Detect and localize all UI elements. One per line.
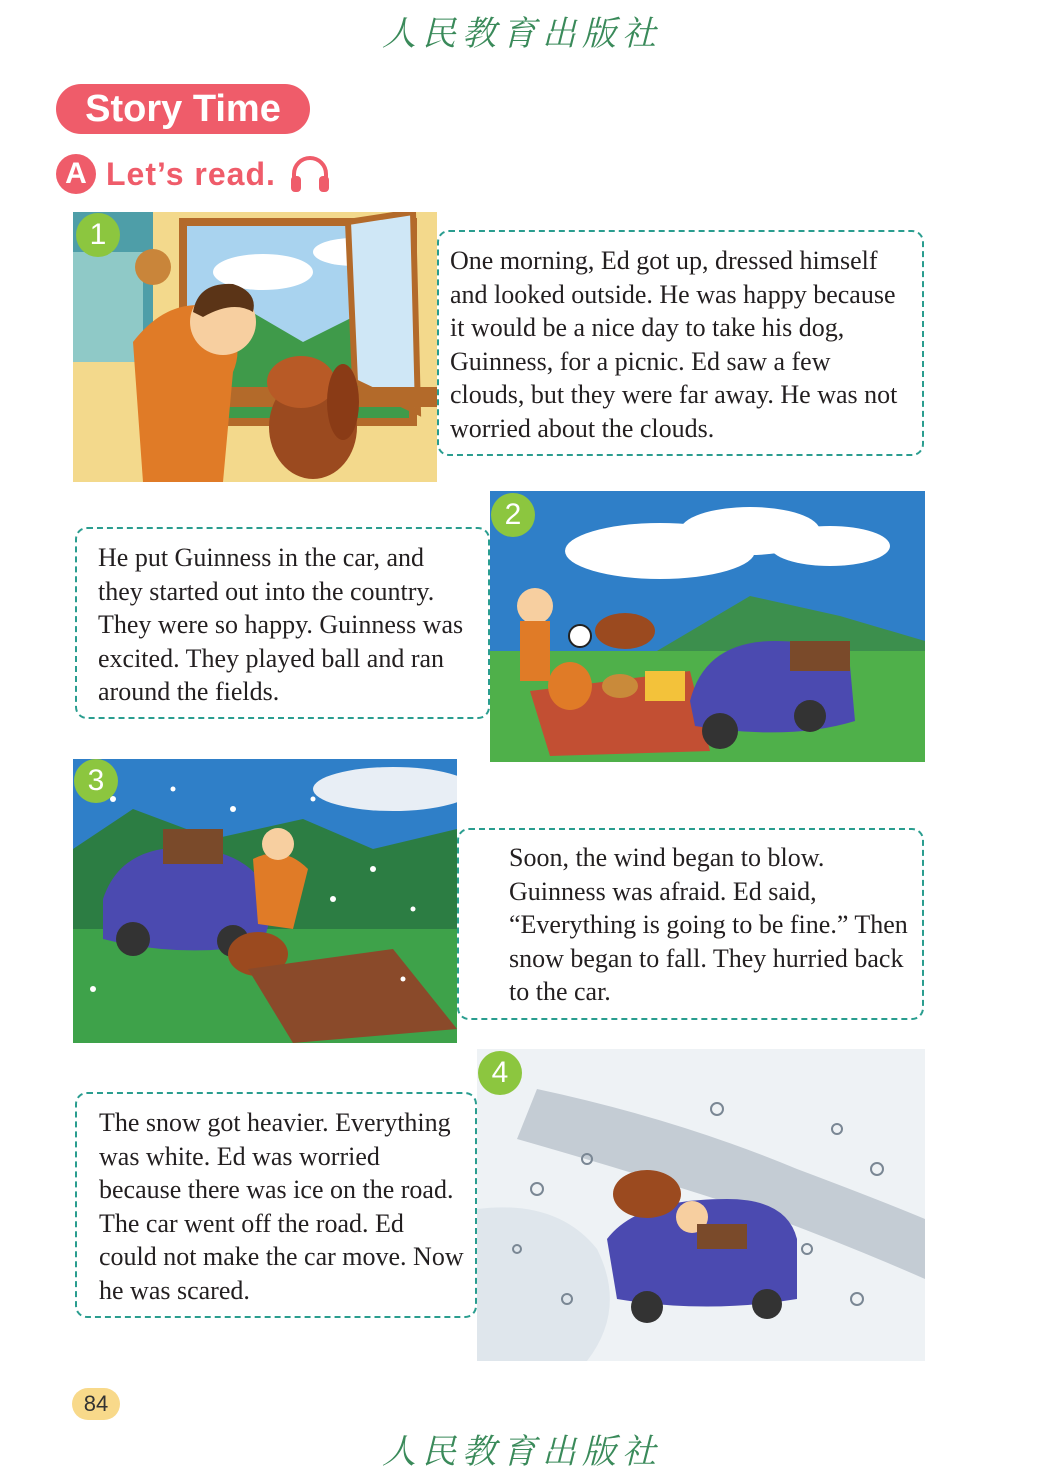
story-text-2: [75, 527, 490, 719]
story-paragraph-1: One morning, Ed got up, dressed himself and looked outside. He was happy because it would be a nice day to take his dog, Guinness, for a picnic. Ed saw a few clouds, but they were far away. He was not worried about the clouds.: [450, 246, 898, 443]
headphones-icon[interactable]: [288, 154, 332, 194]
story-paragraph-2: He put Guinness in the car, and they started out into the country. They were so happy. Guinness was excited. They played ball and ran around the fields.: [98, 543, 464, 706]
story-text-1: [437, 230, 924, 456]
section-letter-badge: A: [56, 154, 96, 194]
story-text-3: [457, 828, 924, 1020]
story-illustration-4: [477, 1049, 925, 1361]
section-a-heading: [56, 154, 332, 194]
story-illustration-3: [73, 759, 457, 1043]
panel-number-badge: 2: [491, 493, 535, 537]
story-illustration-2: [490, 491, 925, 762]
story-paragraph-3: Soon, the wind began to blow. Guinness was afraid. Ed said, “Everything is going to be fine.” Then snow began to fall. They hurried back to the car.: [509, 843, 908, 1006]
section-title: Let’s read.: [106, 155, 276, 192]
publisher-watermark-bottom: 人民教育出版社: [382, 1432, 662, 1472]
story-time-heading: Story Time: [56, 84, 310, 134]
publisher-watermark-top: 人民教育出版社: [382, 14, 662, 54]
panel-number-badge: 3: [74, 759, 118, 803]
story-text-4: [75, 1092, 477, 1318]
story-illustration-1: [73, 212, 437, 482]
panel-number-badge: 1: [76, 213, 120, 257]
panel-number-badge: 4: [478, 1051, 522, 1095]
page-number: 84: [72, 1388, 120, 1420]
story-paragraph-4: The snow got heavier. Everything was white. Ed was worried because there was ice on the road. The car went off the road. Ed could not make the car move. Now he was scared.: [99, 1108, 464, 1305]
